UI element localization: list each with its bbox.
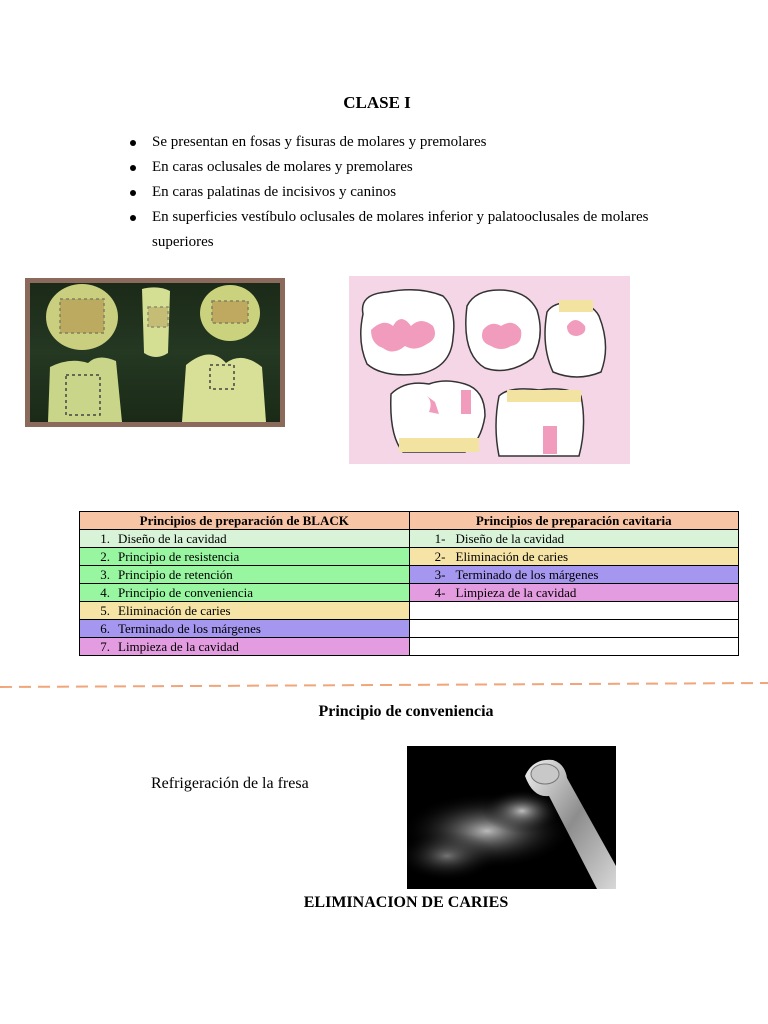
table-row bbox=[80, 602, 739, 620]
cavity-diagram bbox=[349, 276, 630, 464]
right-num: 3- bbox=[434, 567, 446, 582]
left-num: 6. bbox=[100, 621, 110, 636]
teeth-photo-drawing bbox=[30, 283, 280, 422]
right-cell bbox=[409, 530, 739, 548]
header-black: Principios de preparación de BLACK bbox=[80, 512, 410, 530]
left-text: Terminado de los márgenes bbox=[118, 621, 261, 636]
left-cell bbox=[80, 566, 410, 584]
left-cell bbox=[80, 638, 410, 656]
caries-heading: ELIMINACION DE CARIES bbox=[303, 894, 509, 911]
table-row bbox=[80, 584, 739, 602]
handpiece-drawing bbox=[407, 746, 616, 889]
right-num: 4- bbox=[434, 585, 446, 600]
cavity-diagram-drawing bbox=[349, 276, 630, 464]
left-num: 1. bbox=[100, 531, 110, 546]
left-text: Eliminación de caries bbox=[118, 603, 231, 618]
left-cell bbox=[80, 548, 410, 566]
table-row bbox=[80, 566, 739, 584]
right-cell bbox=[409, 584, 739, 602]
left-cell bbox=[80, 620, 410, 638]
table-row bbox=[80, 530, 739, 548]
left-num: 5. bbox=[100, 603, 110, 618]
table-row bbox=[80, 548, 739, 566]
right-cell-empty bbox=[409, 602, 739, 620]
left-text: Diseño de la cavidad bbox=[118, 531, 227, 546]
right-text: Limpieza de la cavidad bbox=[455, 585, 577, 600]
left-num: 4. bbox=[100, 585, 110, 600]
left-cell bbox=[80, 584, 410, 602]
teeth-photo bbox=[25, 278, 285, 427]
left-text: Principio de conveniencia bbox=[118, 585, 254, 600]
table-header-row bbox=[80, 512, 739, 530]
right-text: Diseño de la cavidad bbox=[455, 531, 565, 546]
right-text: Eliminación de caries bbox=[455, 549, 569, 564]
left-cell bbox=[80, 602, 410, 620]
table-row bbox=[80, 620, 739, 638]
bullet-item: En caras palatinas de incisivos y caninos bbox=[128, 180, 688, 205]
left-text: Principio de retención bbox=[118, 567, 233, 582]
left-text: Principio de resistencia bbox=[118, 549, 240, 564]
table-row bbox=[80, 638, 739, 656]
section-title: CLASE I bbox=[343, 93, 411, 112]
right-cell bbox=[409, 566, 739, 584]
left-text: Limpieza de la cavidad bbox=[118, 639, 239, 654]
right-num: 2- bbox=[434, 549, 446, 564]
left-num: 7. bbox=[100, 639, 110, 654]
header-cavitaria: Principios de preparación cavitaria bbox=[409, 512, 739, 530]
right-num: 1- bbox=[434, 531, 446, 546]
note-text: Refrigeración de la fresa bbox=[151, 775, 309, 792]
subtitle: Principio de conveniencia bbox=[318, 703, 494, 720]
right-text: Terminado de los márgenes bbox=[455, 567, 599, 582]
principles-table bbox=[79, 511, 739, 656]
dashed-divider bbox=[0, 682, 768, 688]
right-cell bbox=[409, 548, 739, 566]
left-cell bbox=[80, 530, 410, 548]
right-cell-empty bbox=[409, 620, 739, 638]
left-num: 2. bbox=[100, 549, 110, 564]
bullet-item: Se presentan en fosas y fisuras de molares y premolares bbox=[128, 130, 688, 155]
bullet-list bbox=[128, 130, 688, 255]
right-cell-empty bbox=[409, 638, 739, 656]
bullet-item: En caras oclusales de molares y premolares bbox=[128, 155, 688, 180]
handpiece-photo bbox=[407, 746, 616, 889]
bullet-item: En superficies vestíbulo oclusales de molares inferior y palatooclusales de molares superiores bbox=[128, 205, 688, 255]
left-num: 3. bbox=[100, 567, 110, 582]
